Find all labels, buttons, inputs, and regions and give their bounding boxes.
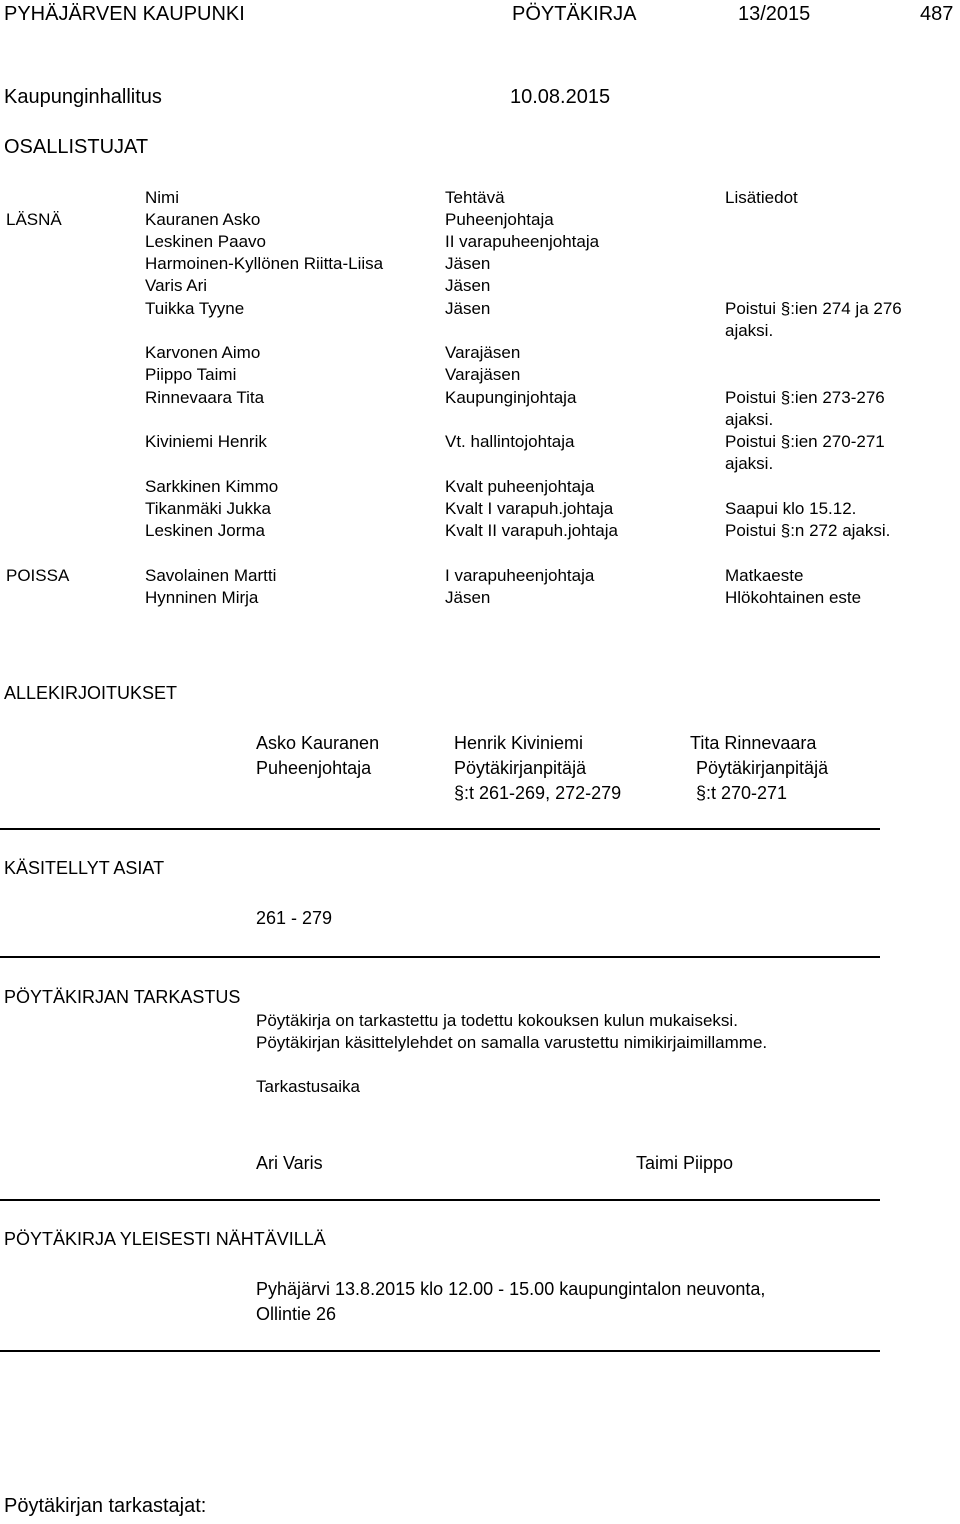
participant-role: I varapuheenjohtaja [445,566,595,585]
signer-name: Henrik Kiviniemi [454,733,584,753]
participant-info: Poistui §:ien 270-271 [725,432,885,451]
participant-role: Varajäsen [445,365,521,384]
review-heading: PÖYTÄKIRJAN TARKASTUS [4,987,241,1007]
participant-name: Kiviniemi Henrik [145,432,267,451]
participant-role: Jäsen [445,299,491,318]
absent-label: POISSA [6,566,70,585]
divider [0,1350,880,1352]
participant-name: Rinnevaara Tita [145,388,265,407]
handled-heading: KÄSITELLYT ASIAT [4,858,165,878]
participant-row [0,232,960,254]
participant-name: Varis Ari [145,276,208,295]
participant-row [0,499,960,521]
participant-row [0,210,960,232]
participant-info-continued [0,410,960,432]
page-number: 487 [920,3,954,25]
participant-name: Tuikka Tyyne [145,299,245,318]
participant-name: Kauranen Asko [145,210,261,229]
participant-role: Puheenjohtaja [445,210,554,229]
participant-row [0,343,960,365]
participant-info-continued [0,321,960,343]
participant-role: Kvalt I varapuh.johtaja [445,499,614,518]
signer-title: Pöytäkirjanpitäjä [696,758,829,778]
participant-row [0,477,960,499]
participant-info: ajaksi. [725,321,774,340]
participant-row [0,432,960,454]
present-label: LÄSNÄ [6,210,62,229]
participant-info: Poistui §:ien 274 ja 276 [725,299,902,318]
participant-name: Leskinen Paavo [145,232,266,251]
participant-name: Leskinen Jorma [145,521,266,540]
participant-role: Jäsen [445,588,491,607]
col-info-header: Lisätiedot [725,188,798,207]
signatures-heading: ALLEKIRJOITUKSET [4,683,178,703]
divider [0,828,880,830]
participant-row [0,276,960,298]
body-name: Kaupunginhallitus [4,86,162,108]
reviewer-name: Taimi Piippo [636,1153,734,1173]
reviewers-label: Pöytäkirjan tarkastajat: [4,1495,207,1517]
city-name: PYHÄJÄRVEN KAUPUNKI [4,3,245,25]
participant-info: Matkaeste [725,566,804,585]
participant-name: Harmoinen-Kyllönen Riitta-Liisa [145,254,384,273]
participant-name: Tikanmäki Jukka [145,499,271,518]
participant-role: Kaupunginjohtaja [445,388,577,407]
signer-sections: §:t 270-271 [696,783,788,803]
participant-role: Kvalt II varapuh.johtaja [445,521,618,540]
absent-row [0,566,960,588]
signer-title: Puheenjohtaja [256,758,372,778]
participant-info: ajaksi. [725,454,774,473]
participant-name: Savolainen Martti [145,566,277,585]
participant-row [0,254,960,276]
participant-name: Piippo Taimi [145,365,237,384]
signer-name: Tita Rinnevaara [690,733,817,753]
participant-info: ajaksi. [725,410,774,429]
participant-name: Hynninen Mirja [145,588,259,607]
col-name-header: Nimi [145,188,179,207]
participant-role: Vt. hallintojohtaja [445,432,575,451]
participant-info: Poistui §:ien 273-276 [725,388,885,407]
participant-info: Saapui klo 15.12. [725,499,857,518]
participant-row [0,365,960,387]
meeting-date: 10.08.2015 [510,86,611,108]
participant-role: Jäsen [445,276,491,295]
divider [0,956,880,958]
absent-row [0,588,960,610]
participant-info-continued [0,454,960,476]
public-text-line: Pyhäjärvi 13.8.2015 klo 12.00 - 15.00 kaupungintalon neuvonta, [256,1279,766,1299]
participant-info: Poistui §:n 272 ajaksi. [725,521,891,540]
participant-role: Kvalt puheenjohtaja [445,477,595,496]
handled-range: 261 - 279 [256,908,333,928]
review-time-label: Tarkastusaika [256,1077,360,1096]
participant-row [0,299,960,321]
reviewer-name: Ari Varis [256,1153,323,1173]
participants-heading: OSALLISTUJAT [4,136,149,158]
participant-info: Hlökohtainen este [725,588,862,607]
signer-title: Pöytäkirjanpitäjä [454,758,587,778]
participant-name: Karvonen Aimo [145,343,261,362]
review-text-line: Pöytäkirjan käsittelylehdet on samalla varustettu nimikirjaimillamme. [256,1033,768,1052]
participants-header-row [0,188,960,210]
signer-name: Asko Kauranen [256,733,380,753]
public-text-line: Ollintie 26 [256,1304,337,1324]
participant-role: Varajäsen [445,343,521,362]
signer-sections: §:t 261-269, 272-279 [454,783,622,803]
participant-role: Jäsen [445,254,491,273]
review-text-line: Pöytäkirja on tarkastettu ja todettu kokouksen kulun mukaiseksi. [256,1011,738,1030]
participant-name: Sarkkinen Kimmo [145,477,279,496]
divider [0,1199,880,1201]
participant-row [0,388,960,410]
public-heading: PÖYTÄKIRJA YLEISESTI NÄHTÄVILLÄ [4,1229,326,1249]
participant-row [0,521,960,543]
document-type: PÖYTÄKIRJA [512,3,637,25]
document-number: 13/2015 [738,3,811,25]
participant-role: II varapuheenjohtaja [445,232,600,251]
col-role-header: Tehtävä [445,188,505,207]
